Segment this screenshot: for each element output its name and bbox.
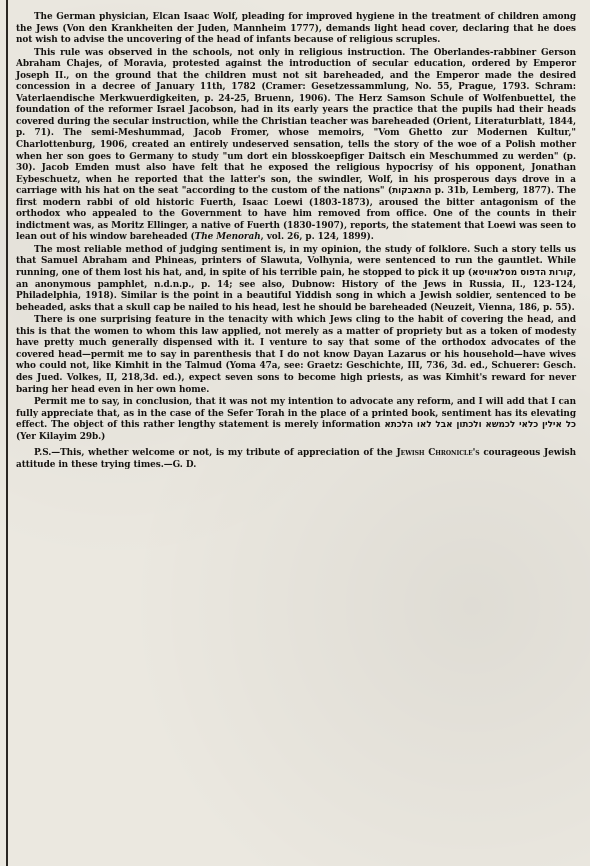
paragraph-4: There is one surprising feature in the tenacity with which Jews cling to the habit of covering the head, and this is that the women to whom this law applied, not merely as a matter of propriety but as a token of modesty have pretty much generally dispensed with it. I venture to say that some of the orthodox advocates of the covered head—permit me to say in parenthesis that I do not know Dayan Lazarus or his household—have wives who could not, like Kimhit in the Talmud (Yoma 47a, see: Graetz: Geschichte, III, 736, 3d. ed., Schuerer: Gesch. des Jued. Volkes, II, 218,3d. ed.), expect seven sons to become high priests, as was Kimhit's reward for never baring her head even in her own home. (16, 315, 576, 395)
journal-title: The Menorah (194, 232, 261, 243)
paragraph-3 (16, 245, 576, 314)
paragraph-2-text-b: p. 31b, Lemberg, 1877). The first modern rabbi of old historic Fuerth, Isaac Loewi (1803-1873), aroused the bitter antagonism of the orthodox who appealed to the Government to have him removed from office. One of the counts in their indictment was, as Moritz Ellinger, a native of Fuerth (1830-1907), reports, the statement that Loewi was seen to lean out of his window bareheaded ( (16, 186, 576, 243)
postscript (16, 448, 576, 471)
column-rule (6, 0, 8, 866)
paragraph-2-text-c: , vol. 26, p. 124, 1899). (260, 232, 374, 243)
newspaper-name: Jewish Chronicle's (396, 448, 480, 459)
paragraph-3-text-b: , an anonymous pamphlet, n.d.n.p., p. 14; see also, Dubnow: History of the Jews in Russia, II., 123-124, Philadelphia, 1918). Similar is the point in a beautiful Yiddish song in which a Jewish soldier, sentenced to be beheaded, asks that a skull cap be nailed to his head, lest he should be bareheaded (Neuzeit, Vienna, 186, p. 55). (16, 268, 577, 313)
paragraph-5-text-b: (Yer Kilayim 29b.) (16, 431, 106, 442)
paragraph-2-text-a: This rule was observed in the schools, not only in religious instruction. The Oberlandes-rabbiner Gerson Abraham Chajes, of Moravia, protested against the introduction of secular education, ordered by Emperor Joseph II., on the ground that the children must not sit bareheaded, and the Emperor made the desired concession in a decree of January 11th, 1782 (Cramer: Gesetzessammlung, No. 55, Prague, 1793. Schram: Vaterlaendische Merkwuerdigkeiten, p. 24-25, Bruenn, 1906). The Herz Samson Schule of Wolfenbuettel, the foundation of the reformer Israel Jacobson, had in its early years the practice that the pupils had their heads covered during the secular instruction, while the Christian teacher was bareheaded (Orient, Literaturblatt, 1844, p. 71). The semi-Meshummad, Jacob Fromer, whose memoirs, "Vom Ghetto zur Modernen Kultur," Charlottenburg, 1906, created an entirely undeserved sensation, tells the story of the woe of a Polish mother when her son goes to Germany to study "um dort ein blosskoepfiger Daitsch ein Meschummed zu werden" (p. 30). Jacob Emden must also have felt that he exposed the religious hypocrisy of his opponent, Jonathan Eybeschuetz, when he reported that the latter's son, the swindler, Wolf, in his prosperous days drove in a carriage with his hat on the seat "according to the custom of the nations" ( (16, 47, 576, 197)
letter-body (16, 12, 576, 471)
paragraph-5 (16, 397, 576, 443)
postscript-text-b: courageous Jewish attitude in these trying times.—G. D. (16, 448, 576, 470)
paragraph-1: The German physician, Elcan Isaac Wolf, pleading for improved hygiene in the treatment of children among the Jews (Von den Krankheiten der Juden, Mannheim 1777), demands light head cover, declaring that he does not wish to advise the uncovering of the head of infants because of religious scruples. (16, 12, 576, 46)
paragraph-3-text-a: The most reliable method of judging sentiment is, in my opinion, the study of folklore. Such a story tells us that Samuel Abraham and Phineas, printers of Slawuta, Volhynia, were sentenced to run the gauntlet. While running, one of them lost his hat, and, in spite of his terrible pain, he stopped to pick it up ( (16, 244, 576, 279)
hebrew-quotation: כל אילין כלאי לכמשא ולכתון אבל לאו הלכתא (384, 420, 576, 431)
hebrew-pamphlet-title: קורות הדפוס מסלאוויטא (472, 268, 573, 279)
postscript-text-a: P.S.—This, whether welcome or not, is my tribute of appreciation of the (34, 448, 397, 459)
hebrew-citation: התאבקות (392, 186, 432, 197)
paragraph-5-text-a: Permit me to say, in conclusion, that it was not my intention to advocate any reform, and I will add that I can fully appreciate that, as in the case of the Sefer Torah in the place of a printed book, sentiment has its elevating effect. The object of this rather lengthy statement is merely information (16, 397, 576, 431)
paragraph-2 (16, 48, 576, 244)
